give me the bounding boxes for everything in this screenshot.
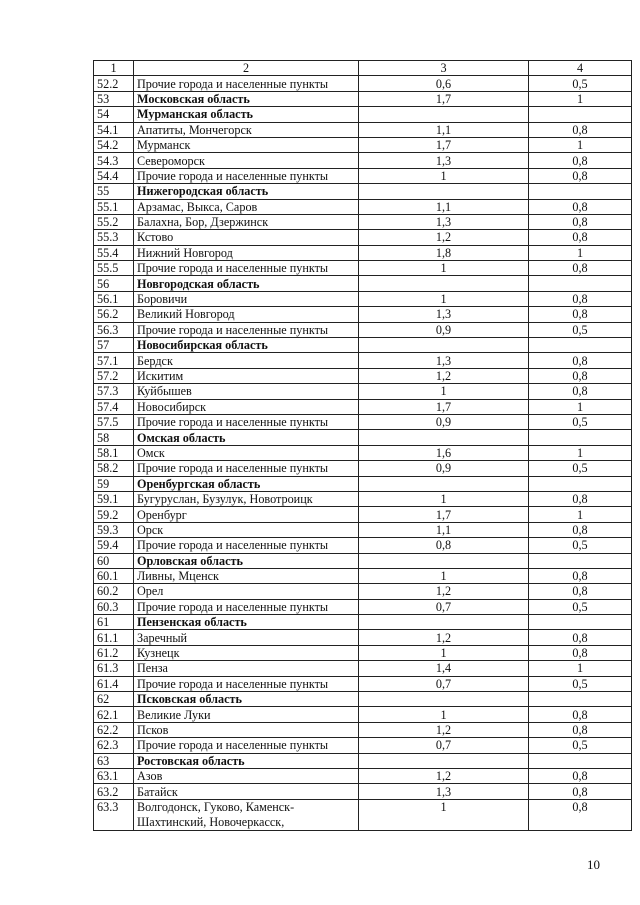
region-name: Нижегородская область xyxy=(134,184,359,199)
coefficient-col-4 xyxy=(529,276,632,291)
region-row xyxy=(94,553,632,568)
region-row xyxy=(94,107,632,122)
coefficient-col-4: 0,8 xyxy=(529,122,632,137)
row-number: 58.2 xyxy=(94,461,134,476)
locality-name: Прочие города и населенные пункты xyxy=(134,414,359,429)
coefficient-col-3: 1 xyxy=(359,707,529,722)
locality-name: Бердск xyxy=(134,353,359,368)
region-row xyxy=(94,184,632,199)
row-number: 54.4 xyxy=(94,168,134,183)
row-number: 57 xyxy=(94,338,134,353)
locality-name: Прочие города и населенные пункты xyxy=(134,168,359,183)
coefficient-col-3: 1,2 xyxy=(359,630,529,645)
row-number: 63.3 xyxy=(94,799,134,830)
coefficient-col-3: 0,7 xyxy=(359,676,529,691)
table-row xyxy=(94,568,632,583)
coefficient-col-4: 0,8 xyxy=(529,630,632,645)
header-col-4: 4 xyxy=(529,61,632,76)
row-number: 56.1 xyxy=(94,291,134,306)
coefficient-col-3: 1,3 xyxy=(359,307,529,322)
coefficient-col-3: 1,4 xyxy=(359,661,529,676)
row-number: 57.3 xyxy=(94,384,134,399)
coefficient-col-4: 1 xyxy=(529,661,632,676)
coefficient-col-3: 1 xyxy=(359,384,529,399)
region-name: Пензенская область xyxy=(134,615,359,630)
row-number: 63.1 xyxy=(94,768,134,783)
table-row xyxy=(94,491,632,506)
header-row xyxy=(94,61,632,76)
coefficient-col-4: 0,8 xyxy=(529,368,632,383)
region-name: Омская область xyxy=(134,430,359,445)
row-number: 58.1 xyxy=(94,445,134,460)
region-name: Новосибирская область xyxy=(134,338,359,353)
coefficient-col-4 xyxy=(529,692,632,707)
locality-name: Оренбург xyxy=(134,507,359,522)
coefficient-col-4 xyxy=(529,338,632,353)
coefficient-col-4: 1 xyxy=(529,91,632,106)
coefficient-col-3 xyxy=(359,553,529,568)
coefficient-col-4: 0,8 xyxy=(529,707,632,722)
table-row xyxy=(94,199,632,214)
locality-name: Искитим xyxy=(134,368,359,383)
header-col-2: 2 xyxy=(134,61,359,76)
table-row xyxy=(94,291,632,306)
row-number: 55 xyxy=(94,184,134,199)
table-row xyxy=(94,414,632,429)
table-row xyxy=(94,522,632,537)
row-number: 57.4 xyxy=(94,399,134,414)
coefficient-col-4: 0,8 xyxy=(529,214,632,229)
coefficient-col-4: 0,8 xyxy=(529,584,632,599)
region-row xyxy=(94,615,632,630)
coefficient-col-3: 1 xyxy=(359,568,529,583)
coefficient-col-4 xyxy=(529,553,632,568)
row-number: 54 xyxy=(94,107,134,122)
row-number: 55.5 xyxy=(94,261,134,276)
coefficient-col-4: 0,8 xyxy=(529,307,632,322)
coefficient-col-3: 1,7 xyxy=(359,507,529,522)
coefficient-col-3: 0,6 xyxy=(359,76,529,91)
region-name: Псковская область xyxy=(134,692,359,707)
row-number: 55.4 xyxy=(94,245,134,260)
coefficient-col-4 xyxy=(529,753,632,768)
coefficient-col-3: 1,1 xyxy=(359,122,529,137)
row-number: 55.2 xyxy=(94,214,134,229)
region-name: Ростовская область xyxy=(134,753,359,768)
locality-name: Ливны, Мценск xyxy=(134,568,359,583)
region-name: Оренбургская область xyxy=(134,476,359,491)
row-number: 57.1 xyxy=(94,353,134,368)
coefficient-col-4: 1 xyxy=(529,445,632,460)
locality-name: Нижний Новгород xyxy=(134,245,359,260)
coefficient-col-4 xyxy=(529,615,632,630)
table-row xyxy=(94,630,632,645)
coefficient-col-3: 1,8 xyxy=(359,245,529,260)
locality-name: Пенза xyxy=(134,661,359,676)
table-row xyxy=(94,122,632,137)
locality-name: Прочие города и населенные пункты xyxy=(134,676,359,691)
coefficient-col-4: 0,8 xyxy=(529,199,632,214)
coefficient-col-4: 0,5 xyxy=(529,538,632,553)
coefficient-col-3: 1 xyxy=(359,645,529,660)
table-row xyxy=(94,722,632,737)
locality-name: Кузнецк xyxy=(134,645,359,660)
row-number: 56.3 xyxy=(94,322,134,337)
row-number: 61.1 xyxy=(94,630,134,645)
coefficient-col-4: 0,8 xyxy=(529,384,632,399)
coefficient-col-4: 0,5 xyxy=(529,414,632,429)
coefficient-col-4: 0,8 xyxy=(529,261,632,276)
row-number: 56 xyxy=(94,276,134,291)
coefficient-col-3: 1,2 xyxy=(359,584,529,599)
table-row xyxy=(94,784,632,799)
coefficient-col-3: 0,7 xyxy=(359,599,529,614)
table-row xyxy=(94,368,632,383)
row-number: 54.3 xyxy=(94,153,134,168)
coefficient-col-4: 1 xyxy=(529,137,632,152)
row-number: 59.4 xyxy=(94,538,134,553)
coefficient-col-4 xyxy=(529,476,632,491)
region-row xyxy=(94,692,632,707)
locality-name: Североморск xyxy=(134,153,359,168)
locality-name: Псков xyxy=(134,722,359,737)
coefficient-col-3: 1,3 xyxy=(359,153,529,168)
table-row xyxy=(94,399,632,414)
coefficient-col-4: 0,5 xyxy=(529,76,632,91)
row-number: 55.1 xyxy=(94,199,134,214)
coefficient-col-3 xyxy=(359,184,529,199)
row-number: 55.3 xyxy=(94,230,134,245)
row-number: 54.2 xyxy=(94,137,134,152)
row-number: 62.3 xyxy=(94,738,134,753)
table-row xyxy=(94,507,632,522)
coefficient-col-3: 1,3 xyxy=(359,214,529,229)
table-row xyxy=(94,353,632,368)
row-number: 59.1 xyxy=(94,491,134,506)
locality-name: Мурманск xyxy=(134,137,359,152)
locality-name: Батайск xyxy=(134,784,359,799)
locality-name: Орск xyxy=(134,522,359,537)
row-number: 59.2 xyxy=(94,507,134,522)
coefficient-col-3: 1,6 xyxy=(359,445,529,460)
coefficient-col-4: 1 xyxy=(529,507,632,522)
coefficient-col-3: 0,9 xyxy=(359,414,529,429)
locality-name: Орел xyxy=(134,584,359,599)
coefficient-col-4: 0,5 xyxy=(529,461,632,476)
row-number: 58 xyxy=(94,430,134,445)
coefficient-col-4: 0,8 xyxy=(529,522,632,537)
coefficient-col-3: 0,7 xyxy=(359,738,529,753)
table-row xyxy=(94,76,632,91)
coefficient-col-4 xyxy=(529,107,632,122)
coefficient-col-3: 1,7 xyxy=(359,91,529,106)
row-number: 60.2 xyxy=(94,584,134,599)
table-row xyxy=(94,538,632,553)
table-body xyxy=(94,61,632,831)
coefficients-table xyxy=(93,60,632,831)
coefficient-col-4: 0,8 xyxy=(529,784,632,799)
coefficient-col-4: 0,5 xyxy=(529,676,632,691)
coefficient-col-3: 1,2 xyxy=(359,768,529,783)
region-row xyxy=(94,753,632,768)
coefficient-col-4: 0,8 xyxy=(529,153,632,168)
region-row xyxy=(94,338,632,353)
region-row xyxy=(94,91,632,106)
table-row xyxy=(94,599,632,614)
coefficient-col-3: 1 xyxy=(359,168,529,183)
row-number: 57.2 xyxy=(94,368,134,383)
row-number: 62.2 xyxy=(94,722,134,737)
row-number: 60.1 xyxy=(94,568,134,583)
coefficient-col-4: 1 xyxy=(529,399,632,414)
table-row xyxy=(94,168,632,183)
locality-name: Великие Луки xyxy=(134,707,359,722)
row-number: 53 xyxy=(94,91,134,106)
region-name: Орловская область xyxy=(134,553,359,568)
row-number: 52.2 xyxy=(94,76,134,91)
table-row xyxy=(94,322,632,337)
coefficient-col-3: 1 xyxy=(359,261,529,276)
table-row xyxy=(94,676,632,691)
coefficient-col-4: 0,8 xyxy=(529,353,632,368)
table-row xyxy=(94,445,632,460)
region-name: Новгородская область xyxy=(134,276,359,291)
row-number: 54.1 xyxy=(94,122,134,137)
coefficient-col-4: 0,5 xyxy=(529,738,632,753)
row-number: 56.2 xyxy=(94,307,134,322)
coefficient-col-3: 1,3 xyxy=(359,353,529,368)
coefficient-col-3: 0,8 xyxy=(359,538,529,553)
coefficient-col-3 xyxy=(359,692,529,707)
table-row xyxy=(94,584,632,599)
region-name: Московская область xyxy=(134,91,359,106)
table-row xyxy=(94,461,632,476)
coefficient-col-4 xyxy=(529,184,632,199)
table-row xyxy=(94,214,632,229)
row-number: 61.3 xyxy=(94,661,134,676)
table-row xyxy=(94,137,632,152)
locality-name: Боровичи xyxy=(134,291,359,306)
table-row xyxy=(94,645,632,660)
row-number: 57.5 xyxy=(94,414,134,429)
locality-name: Прочие города и населенные пункты xyxy=(134,261,359,276)
row-number: 61.2 xyxy=(94,645,134,660)
table-row xyxy=(94,307,632,322)
coefficient-col-3 xyxy=(359,338,529,353)
coefficient-col-3: 0,9 xyxy=(359,322,529,337)
row-number: 61 xyxy=(94,615,134,630)
coefficient-col-4: 1 xyxy=(529,245,632,260)
row-number: 62.1 xyxy=(94,707,134,722)
locality-name: Новосибирск xyxy=(134,399,359,414)
coefficient-col-4: 0,8 xyxy=(529,491,632,506)
table-row xyxy=(94,661,632,676)
locality-name: Арзамас, Выкса, Саров xyxy=(134,199,359,214)
coefficient-col-3: 1,7 xyxy=(359,399,529,414)
coefficient-col-4: 0,8 xyxy=(529,230,632,245)
coefficient-col-3: 1,2 xyxy=(359,368,529,383)
row-number: 60.3 xyxy=(94,599,134,614)
row-number: 61.4 xyxy=(94,676,134,691)
region-row xyxy=(94,476,632,491)
table-row xyxy=(94,230,632,245)
coefficient-col-4: 0,8 xyxy=(529,799,632,830)
locality-name: Бугуруслан, Бузулук, Новотроицк xyxy=(134,491,359,506)
coefficient-col-4: 0,8 xyxy=(529,645,632,660)
row-number: 59 xyxy=(94,476,134,491)
coefficient-col-3: 1,2 xyxy=(359,230,529,245)
locality-name: Кстово xyxy=(134,230,359,245)
coefficient-col-3: 1 xyxy=(359,291,529,306)
locality-name: Прочие города и населенные пункты xyxy=(134,322,359,337)
row-number: 63 xyxy=(94,753,134,768)
coefficient-col-3 xyxy=(359,107,529,122)
table-row xyxy=(94,384,632,399)
table-row xyxy=(94,768,632,783)
table-row xyxy=(94,738,632,753)
coefficient-col-3 xyxy=(359,615,529,630)
coefficient-col-3 xyxy=(359,753,529,768)
locality-name: Куйбышев xyxy=(134,384,359,399)
locality-name: Омск xyxy=(134,445,359,460)
locality-name: Прочие города и населенные пункты xyxy=(134,76,359,91)
region-name: Мурманская область xyxy=(134,107,359,122)
coefficient-col-3: 1,1 xyxy=(359,522,529,537)
coefficient-col-4: 0,8 xyxy=(529,722,632,737)
locality-name: Волгодонск, Гуково, Каменск-Шахтинский, Новочеркасск, xyxy=(134,799,359,830)
coefficient-col-3: 1,3 xyxy=(359,784,529,799)
coefficient-col-4: 0,5 xyxy=(529,322,632,337)
region-row xyxy=(94,430,632,445)
locality-name: Великий Новгород xyxy=(134,307,359,322)
table-row xyxy=(94,245,632,260)
coefficient-col-4: 0,8 xyxy=(529,568,632,583)
coefficient-col-3 xyxy=(359,430,529,445)
locality-name: Прочие города и населенные пункты xyxy=(134,461,359,476)
header-col-1: 1 xyxy=(94,61,134,76)
coefficient-col-3: 0,9 xyxy=(359,461,529,476)
locality-name: Прочие города и населенные пункты xyxy=(134,538,359,553)
row-number: 60 xyxy=(94,553,134,568)
locality-name: Апатиты, Мончегорск xyxy=(134,122,359,137)
locality-name: Балахна, Бор, Дзержинск xyxy=(134,214,359,229)
coefficient-col-3: 1,7 xyxy=(359,137,529,152)
locality-name: Заречный xyxy=(134,630,359,645)
coefficient-col-4: 0,8 xyxy=(529,168,632,183)
locality-name: Прочие города и населенные пункты xyxy=(134,738,359,753)
coefficient-col-3: 1 xyxy=(359,799,529,830)
table-row xyxy=(94,153,632,168)
coefficient-col-3 xyxy=(359,276,529,291)
table-row xyxy=(94,799,632,830)
row-number: 63.2 xyxy=(94,784,134,799)
coefficient-col-4: 0,5 xyxy=(529,599,632,614)
row-number: 62 xyxy=(94,692,134,707)
coefficient-col-4: 0,8 xyxy=(529,291,632,306)
coefficient-col-3: 1 xyxy=(359,491,529,506)
locality-name: Прочие города и населенные пункты xyxy=(134,599,359,614)
coefficient-col-4 xyxy=(529,430,632,445)
coefficient-col-3 xyxy=(359,476,529,491)
coefficient-col-4: 0,8 xyxy=(529,768,632,783)
row-number: 59.3 xyxy=(94,522,134,537)
region-row xyxy=(94,276,632,291)
header-col-3: 3 xyxy=(359,61,529,76)
coefficient-col-3: 1,1 xyxy=(359,199,529,214)
locality-name: Азов xyxy=(134,768,359,783)
table-row xyxy=(94,707,632,722)
page-number: 10 xyxy=(587,857,600,872)
table-row xyxy=(94,261,632,276)
coefficient-col-3: 1,2 xyxy=(359,722,529,737)
